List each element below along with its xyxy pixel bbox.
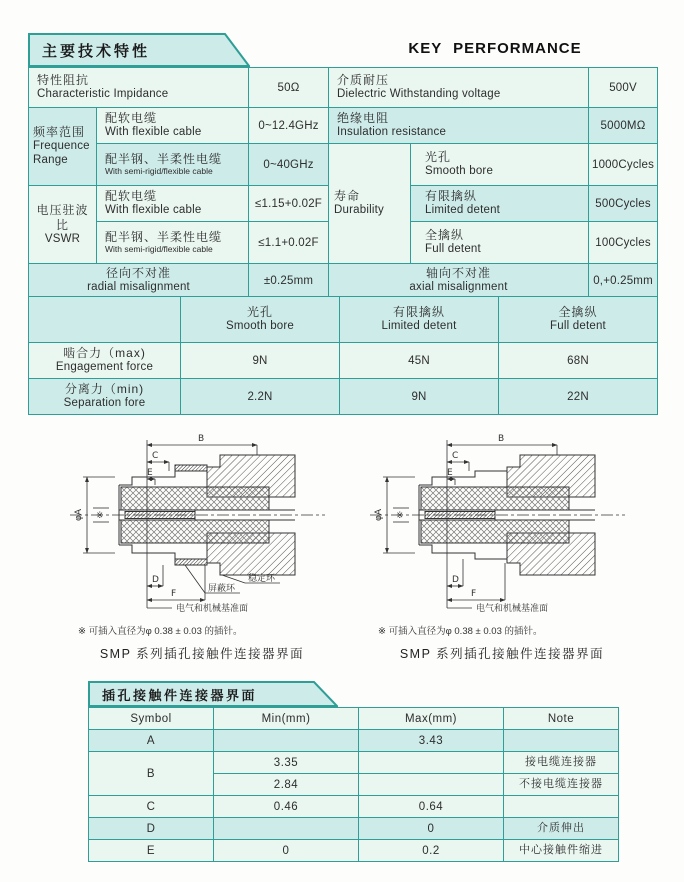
connector-body	[70, 455, 325, 575]
cell-C-min: 0.46	[214, 796, 359, 818]
table-row	[89, 818, 619, 840]
cell-B1-min: 3.35	[214, 752, 359, 774]
drawing-caption-right: SMP 系列插孔接触件连接器界面	[399, 647, 605, 661]
cell-full-detent: 全擒纵 Full detent	[411, 222, 589, 264]
main-header-tab	[28, 33, 250, 67]
cell-dielectric-voltage-value: 500V	[589, 68, 658, 108]
interface-dimension-table	[88, 707, 619, 862]
cell-with-semirigid-cable-2: 配半钢、半柔性电缆 With semi-rigid/flexible cable	[97, 222, 249, 264]
dim-C-label: C	[452, 451, 459, 461]
cell-impedance-value: 50Ω	[249, 68, 329, 108]
cell-dielectric-voltage: 介质耐压 Dielectric Withstanding voltage	[329, 68, 589, 108]
cell-vswr: 电压驻波比 VSWR	[29, 186, 97, 264]
connector-drawing-left	[52, 430, 352, 662]
cell-insulation-resistance-value: 5000MΩ	[589, 108, 658, 144]
cell-freq-flexible-value: 0~12.4GHz	[249, 108, 329, 144]
cell-B2-min: 2.84	[214, 774, 359, 796]
cell-force-blank	[29, 297, 181, 343]
cell-C-max: 0.64	[359, 796, 504, 818]
cell-E-max: 0.2	[359, 840, 504, 862]
cell-D-symbol: D	[89, 818, 214, 840]
cell-B1-max	[359, 752, 504, 774]
col-header-min: Min(mm)	[214, 708, 359, 730]
dim-B-label: B	[198, 434, 205, 444]
dim-F-label: F	[171, 589, 177, 599]
table-row	[89, 796, 619, 818]
cell-radial-misalignment: 径向不对准 radial misalignment	[29, 264, 249, 298]
cell-characteristic-impedance: 特性阻抗 Characteristic Impidance	[29, 68, 249, 108]
shield-ring-label: 屏蔽环	[208, 584, 236, 594]
dim-star-label: ※	[96, 511, 104, 521]
cell-B1-note: 接电缆连接器	[504, 752, 619, 774]
dim-phiA-label: φA	[374, 508, 384, 521]
interface-table-tab	[88, 681, 338, 707]
stable-ring-label: 稳定环	[248, 574, 276, 584]
cell-D-note: 介质伸出	[504, 818, 619, 840]
dim-C-label: C	[152, 451, 159, 461]
cell-B2-note: 不接电缆连接器	[504, 774, 619, 796]
cell-separation-limited: 9N	[340, 379, 499, 415]
drawing-note-left: ※ 可插入直径为φ 0.38 ± 0.03 的插针。	[78, 626, 243, 637]
cell-engagement-force: 啮合力（max) Engagement force	[29, 343, 181, 379]
connector-cross-section-right	[352, 430, 652, 615]
cell-with-flexible-cable-2: 配软电缆 With flexible cable	[97, 186, 249, 222]
connector-cross-section-left	[52, 430, 352, 615]
cell-axial-misalignment-value: 0,+0.25mm	[589, 264, 658, 298]
drawing-note-right: ※ 可插入直径为φ 0.38 ± 0.03 的插针。	[378, 626, 543, 637]
force-table	[28, 296, 658, 415]
connector-body	[370, 455, 625, 575]
dim-E-label: E	[147, 468, 153, 478]
cell-C-symbol: C	[89, 796, 214, 818]
cell-head-smooth-bore: 光孔 Smooth bore	[181, 297, 340, 343]
cell-D-min	[214, 818, 359, 840]
main-header-tab-label: 主要技术特性	[42, 42, 151, 60]
cell-E-min: 0	[214, 840, 359, 862]
cell-radial-misalignment-value: ±0.25mm	[249, 264, 329, 298]
cell-freq-semirigid-value: 0~40GHz	[249, 144, 329, 186]
cell-E-note: 中心接触件缩进	[504, 840, 619, 862]
cell-smooth-bore-cycles: 1000Cycles	[589, 144, 658, 186]
drawing-caption-left: SMP 系列插孔接触件连接器界面	[99, 647, 305, 661]
cell-A-max: 3.43	[359, 730, 504, 752]
dim-star-label: ※	[396, 511, 404, 521]
page-title: KEY PERFORMANCE	[408, 40, 582, 57]
interface-table-tab-label: 插孔接触件连接器界面	[102, 687, 258, 703]
cell-with-semirigid-cable-1: 配半钢、半柔性电缆 With semi-rigid/flexible cable	[97, 144, 249, 186]
cell-D-max: 0	[359, 818, 504, 840]
cell-C-note	[504, 796, 619, 818]
cell-head-full-detent: 全擒纵 Full detent	[499, 297, 658, 343]
cell-frequency-range: 频率范围 Frequence Range	[29, 108, 97, 186]
cell-engagement-smooth: 9N	[181, 343, 340, 379]
cell-separation-full: 22N	[499, 379, 658, 415]
connector-drawing-right	[352, 430, 652, 662]
cell-E-symbol: E	[89, 840, 214, 862]
cell-limited-detent: 有限擒纵 Limited detent	[411, 186, 589, 222]
cell-A-note	[504, 730, 619, 752]
dim-E-label: E	[447, 468, 453, 478]
cell-head-limited-detent: 有限擒纵 Limited detent	[340, 297, 499, 343]
dim-F-label: F	[471, 589, 477, 599]
table-row	[89, 730, 619, 752]
cell-limited-detent-cycles: 500Cycles	[589, 186, 658, 222]
cell-full-detent-cycles: 100Cycles	[589, 222, 658, 264]
cell-separation-smooth: 2.2N	[181, 379, 340, 415]
cell-with-flexible-cable-1: 配软电缆 With flexible cable	[97, 108, 249, 144]
dim-D-label: D	[152, 575, 159, 585]
cell-engagement-limited: 45N	[340, 343, 499, 379]
cell-vswr-semirigid-value: ≤1.1+0.02F	[249, 222, 329, 264]
col-header-symbol: Symbol	[89, 708, 214, 730]
dim-D-label: D	[452, 575, 459, 585]
dim-B-label: B	[498, 434, 505, 444]
cell-A-symbol: A	[89, 730, 214, 752]
dim-phiA-label: φA	[74, 508, 84, 521]
cell-insulation-resistance: 绝缘电阻 Insulation resistance	[329, 108, 589, 144]
reference-plane-label: 电气和机械基准面	[476, 604, 549, 614]
col-header-max: Max(mm)	[359, 708, 504, 730]
cell-axial-misalignment: 轴向不对准 axial misalignment	[329, 264, 589, 298]
cell-separation-force: 分离力（min) Separation fore	[29, 379, 181, 415]
cell-B2-max	[359, 774, 504, 796]
table-row	[89, 840, 619, 862]
col-header-note: Note	[504, 708, 619, 730]
table-row	[89, 708, 619, 730]
cell-engagement-full: 68N	[499, 343, 658, 379]
cell-A-min	[214, 730, 359, 752]
reference-plane-label: 电气和机械基准面	[176, 604, 249, 614]
cell-vswr-flexible-value: ≤1.15+0.02F	[249, 186, 329, 222]
table-row	[89, 752, 619, 774]
cell-smooth-bore: 光孔 Smooth bore	[411, 144, 589, 186]
key-performance-table	[28, 67, 658, 298]
cell-durability: 寿命 Durability	[329, 144, 411, 264]
cell-B-symbol: B	[89, 752, 214, 796]
